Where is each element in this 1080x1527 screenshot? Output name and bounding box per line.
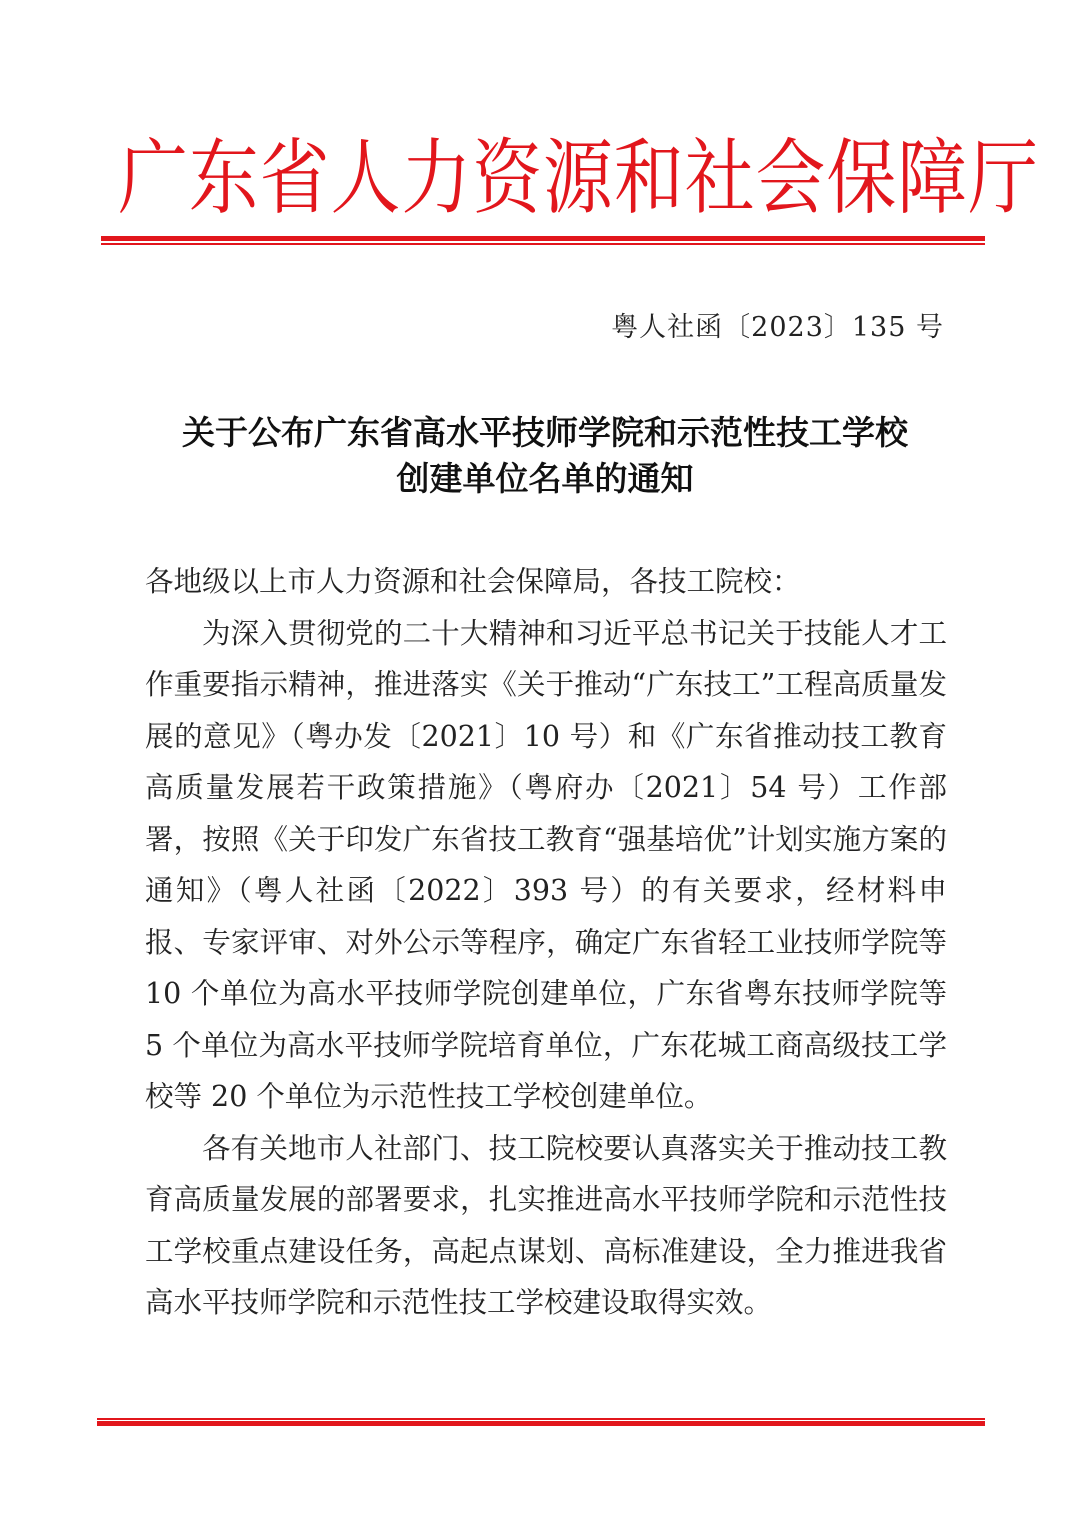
title-line-2: 创建单位名单的通知	[396, 459, 694, 498]
masthead-char: 障	[897, 129, 969, 226]
masthead-char: 会	[755, 129, 827, 226]
masthead-char: 厅	[968, 129, 1039, 226]
masthead-char: 省	[259, 129, 331, 226]
masthead-char: 东	[188, 129, 260, 226]
document-body	[145, 556, 947, 1329]
footer-divider-thick	[97, 1421, 985, 1426]
body-paragraph-2: 各有关地市人社部门、技工院校要认真落实关于推动技工教育高质量发展的部署要求，扎实推进高水平技师学院和示范性技工学校重点建设任务，高起点谋划、高标准建设，全力推进我省高水平技师学院和示范性技工学校建设取得实效。	[145, 1131, 947, 1319]
masthead-char: 人	[330, 129, 402, 226]
masthead-char: 广	[118, 129, 189, 226]
document-number: 粤人社函〔2023〕135 号	[611, 312, 944, 343]
document-title	[130, 410, 960, 502]
masthead-char: 资	[472, 129, 544, 226]
footer-divider-thin	[97, 1418, 985, 1420]
masthead-char: 力	[401, 129, 473, 226]
masthead-char: 源	[543, 129, 614, 226]
body-paragraph-1: 为深入贯彻党的二十大精神和习近平总书记关于技能人才工作重要指示精神，推进落实《关于推动“广东技工”工程高质量发展的意见》（粤办发〔2021〕10 号）和《广东省推动技工教育高质量发展若干政策措施》（粤府办〔2021〕54 号）工作部署，按照《关于印发广东省技工教育“强基培优”计划实施方案的通知》（粤人社函〔2022〕393 号）的有关要求，经材料申报、专家评审、对外公示等程序，确定广东省轻工业技师学院等 10 个单位为高水平技师学院创建单位，广东省粤东技师学院等 5 个单位为高水平技师学院培育单位，广东花城工商高级技工学校等 20 个单位为示范性技工学校创建单位。	[145, 616, 947, 1113]
title-line-1: 关于公布广东省高水平技师学院和示范性技工学校	[182, 413, 908, 452]
masthead-char: 社	[684, 129, 756, 226]
letterhead-divider-thick	[101, 236, 985, 241]
letterhead-divider-thin	[101, 243, 985, 245]
salutation: 各地级以上市人力资源和社会保障局，各技工院校：	[145, 565, 801, 598]
masthead-char: 保	[826, 129, 898, 226]
masthead-char: 和	[613, 129, 685, 226]
letterhead-agency-name	[118, 128, 1039, 228]
